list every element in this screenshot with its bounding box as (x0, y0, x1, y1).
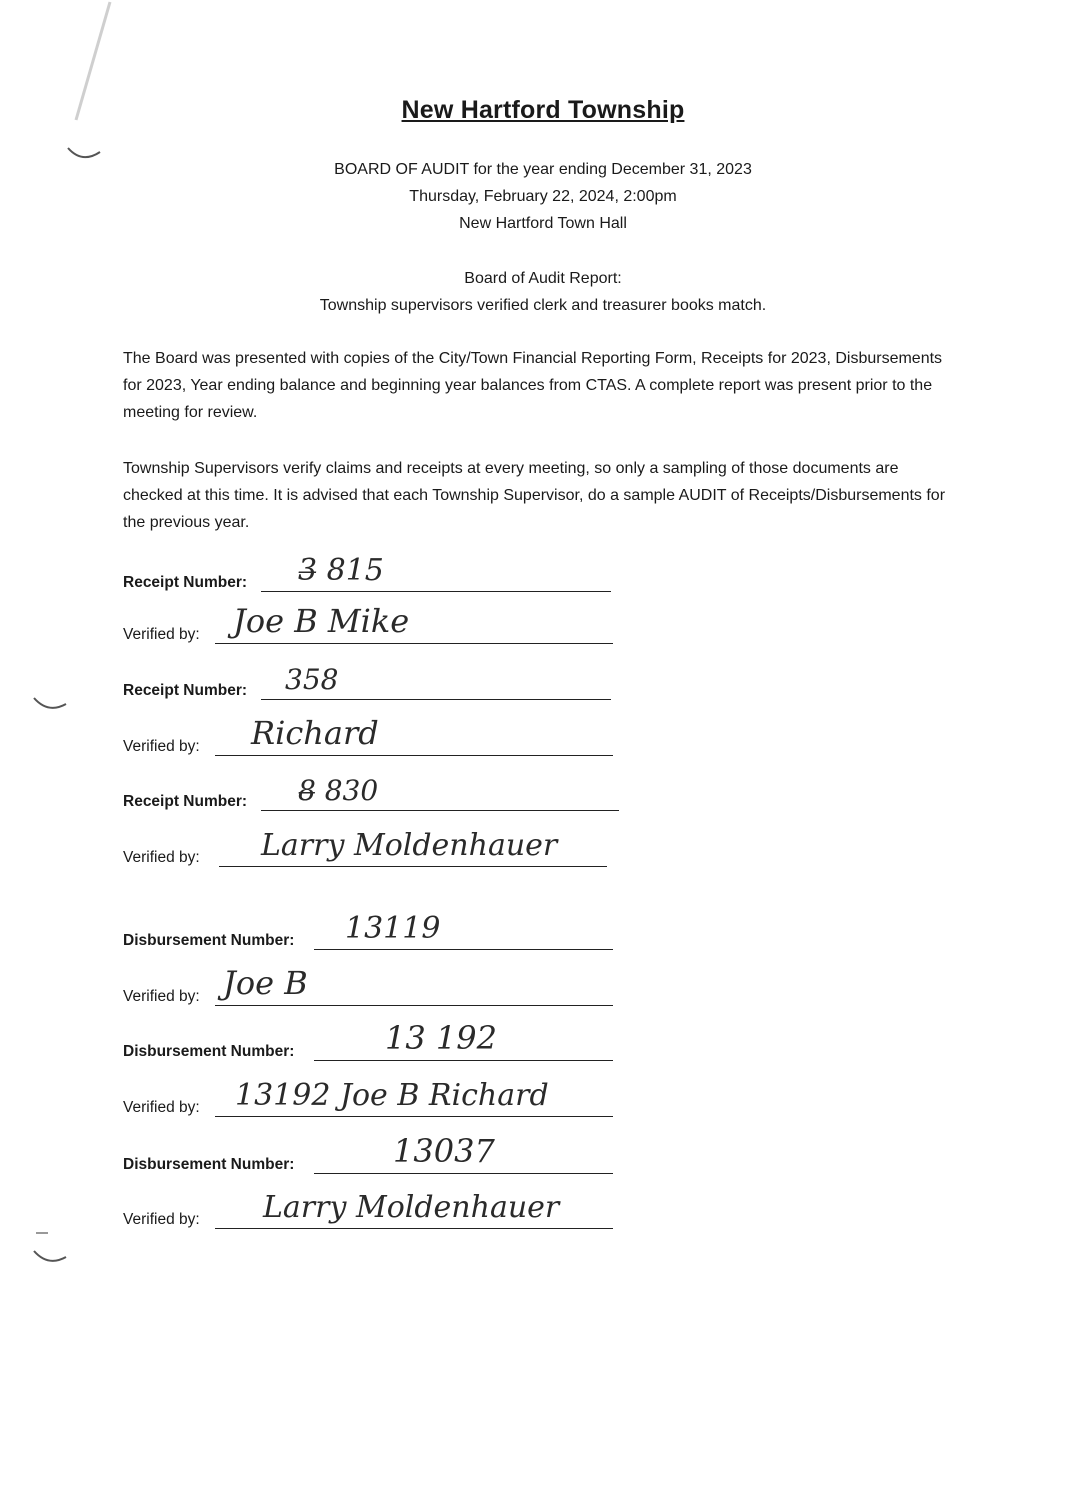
disbursement-number-field-1 (123, 911, 615, 954)
handwritten-signature: 13192 Joe B Richard (235, 1078, 549, 1113)
hole-punch-mark (30, 1225, 80, 1275)
handwritten-receipt-number: 8̶ 830 (298, 774, 379, 807)
handwritten-receipt-number: 3̶ 815 (298, 553, 384, 588)
meeting-location: New Hartford Town Hall (459, 215, 627, 232)
signature-line (215, 1228, 613, 1229)
report-summary (0, 265, 1086, 319)
receipt-number-field-3 (123, 775, 621, 815)
handwritten-receipt-number: 358 (285, 663, 339, 696)
verified-by-field-3 (123, 828, 609, 871)
meeting-date: Thursday, February 22, 2024, 2:00pm (409, 188, 677, 205)
receipt-number-field-1 (123, 553, 613, 596)
handwritten-signature: Larry Moldenhauer (261, 828, 558, 863)
document-title: New Hartford Township (401, 96, 685, 124)
receipt-number-label: Receipt Number: (123, 682, 248, 699)
hole-punch-mark (30, 680, 80, 720)
body-paragraph-1: The Board was presented with copies of the City/Town Financial Reporting Form, Receipts for 2023, Disbursements for 2023, Year ending balance and beginning year balances from CTAS. A complete report was present prior to the meeting for review. (123, 350, 943, 421)
disbursement-number-field-2 (123, 1019, 615, 1065)
entry-line (314, 949, 613, 950)
verified-by-label: Verified by: (123, 626, 200, 643)
entry-line (261, 591, 611, 592)
disbursement-number-label: Disbursement Number: (123, 1156, 295, 1173)
signature-line (215, 643, 613, 644)
body-paragraph-2: Township Supervisors verify claims and receipts at every meeting, so only a sampling of those documents are checked at this time. It is advised that each Township Supervisor, do a sample AUDIT of Receipts/Disbursements for the previous year. (123, 460, 946, 531)
entry-line (314, 1060, 613, 1061)
meeting-header (0, 156, 1086, 237)
verified-by-label: Verified by: (123, 738, 200, 755)
signature-line (215, 1116, 613, 1117)
handwritten-signature: Joe B Mike (233, 602, 410, 640)
disbursement-number-label: Disbursement Number: (123, 1043, 295, 1060)
verified-by-field-1 (123, 602, 615, 648)
verified-by-label: Verified by: (123, 1099, 200, 1116)
handwritten-disbursement-number: 13 192 (385, 1019, 497, 1057)
signature-line (215, 755, 613, 756)
receipt-number-label: Receipt Number: (123, 574, 248, 591)
report-statement: Township supervisors verified clerk and treasurer books match. (319, 297, 767, 314)
verified-by-label: Verified by: (123, 988, 200, 1005)
meeting-title: BOARD OF AUDIT for the year ending December 31, 2023 (334, 161, 752, 178)
receipt-number-label: Receipt Number: (123, 793, 248, 810)
signature-line (215, 1005, 613, 1006)
handwritten-disbursement-number: 13119 (345, 911, 441, 946)
handwritten-signature: Larry Moldenhauer (263, 1190, 560, 1225)
verified-by-label: Verified by: (123, 849, 200, 866)
disbursement-number-label: Disbursement Number: (123, 932, 295, 949)
receipt-number-field-2 (123, 664, 613, 704)
verified-by-label: Verified by: (123, 1211, 200, 1228)
disbursement-number-field-3 (123, 1132, 615, 1178)
entry-line (261, 699, 611, 700)
entry-line (314, 1173, 613, 1174)
verified-by-field-2 (123, 714, 615, 760)
verified-by-field-4 (123, 964, 615, 1010)
scan-artifact-mark (30, 0, 120, 180)
handwritten-signature: Richard (251, 714, 379, 752)
signature-line (219, 866, 607, 867)
handwritten-disbursement-number: 13037 (393, 1132, 495, 1170)
entry-line (261, 810, 619, 811)
handwritten-signature: Joe B (223, 964, 308, 1002)
verified-by-field-6 (123, 1190, 615, 1233)
report-heading: Board of Audit Report: (464, 270, 622, 287)
verified-by-field-5 (123, 1078, 643, 1121)
